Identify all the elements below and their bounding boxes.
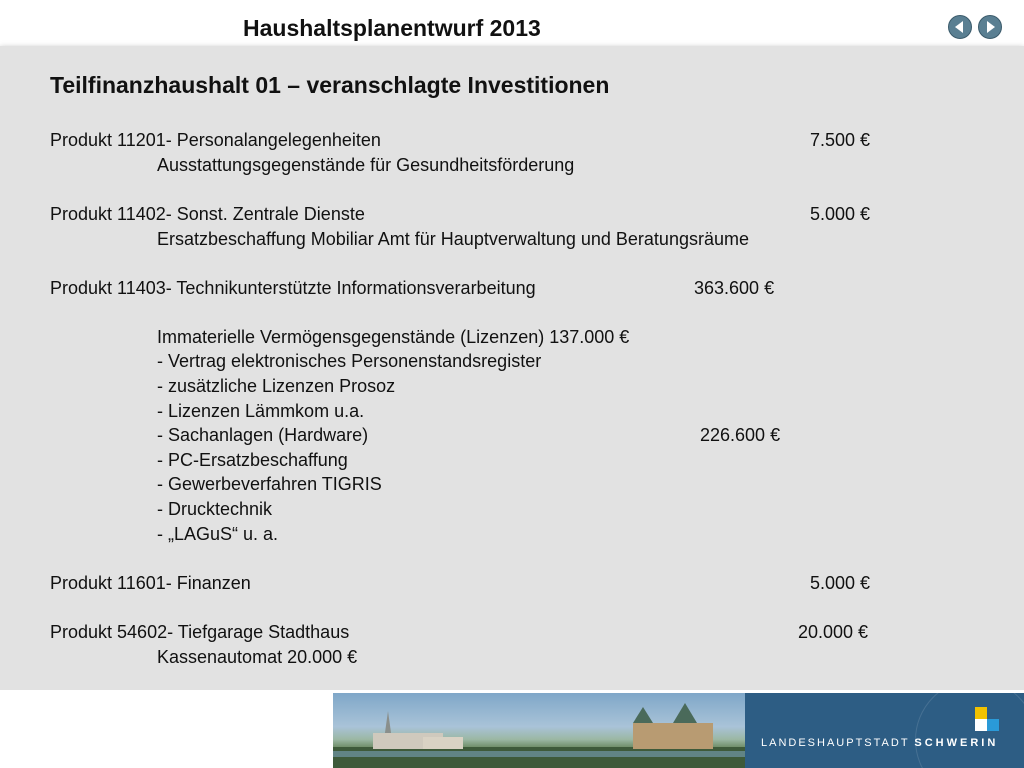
seal-icon — [915, 693, 1024, 768]
product-detail-line: - Vertrag elektronisches Personenstandsregister — [157, 351, 542, 371]
logo-square — [975, 707, 987, 719]
page-title: Haushaltsplanentwurf 2013 — [243, 15, 541, 41]
arrow-right-icon[interactable] — [978, 15, 1002, 39]
product-title: Produkt 54602- Tiefgarage Stadthaus — [50, 622, 350, 642]
logo-square — [987, 719, 999, 731]
product-detail-line: - Gewerbeverfahren TIGRIS — [157, 474, 382, 494]
product-detail-line: - Drucktechnik — [157, 499, 273, 519]
product-detail-line: - Sachanlagen (Hardware) — [157, 425, 369, 445]
brand-name: SCHWERIN — [914, 737, 999, 749]
product-amount: 5.000 € — [810, 573, 871, 593]
product-title: Produkt 11403- Technikunterstützte Informationsverarbeitung — [50, 278, 536, 298]
product-title: Produkt 11402- Sonst. Zentrale Dienste — [50, 204, 365, 224]
product-amount: 7.500 € — [810, 130, 871, 150]
product-detail-line: - „LAGuS“ u. a. — [157, 524, 279, 544]
section-title: Teilfinanzhaushalt 01 – veranschlagte Investitionen — [50, 72, 610, 98]
product-detail-line: Immaterielle Vermögensgegenstände (Lizenzen) 137.000 € — [157, 327, 630, 347]
product-detail-line: - PC-Ersatzbeschaffung — [157, 450, 348, 470]
brand-prefix: LANDESHAUPTSTADT — [761, 737, 910, 749]
product-amount: 20.000 € — [798, 622, 869, 642]
city-skyline-image — [333, 693, 745, 768]
product-detail: Kassenautomat 20.000 € — [157, 647, 358, 667]
product-amount: 363.600 € — [694, 278, 775, 298]
product-detail-line: - zusätzliche Lizenzen Prosoz — [157, 376, 396, 396]
brand-text — [761, 737, 998, 749]
product-title: Produkt 11201- Personalangelegenheiten — [50, 130, 381, 150]
product-detail: Ersatzbeschaffung Mobiliar Amt für Hauptverwaltung und Beratungsräume — [157, 229, 749, 249]
arrow-left-icon[interactable] — [948, 15, 972, 39]
product-detail-line: - Lizenzen Lämmkom u.a. — [157, 401, 365, 421]
logo-square — [975, 719, 987, 731]
product-detail: Ausstattungsgegenstände für Gesundheitsförderung — [157, 155, 575, 175]
product-amount: 5.000 € — [810, 204, 871, 224]
hardware-amount: 226.600 € — [700, 425, 781, 445]
city-logo — [745, 693, 1024, 768]
product-title: Produkt 11601- Finanzen — [50, 573, 251, 593]
